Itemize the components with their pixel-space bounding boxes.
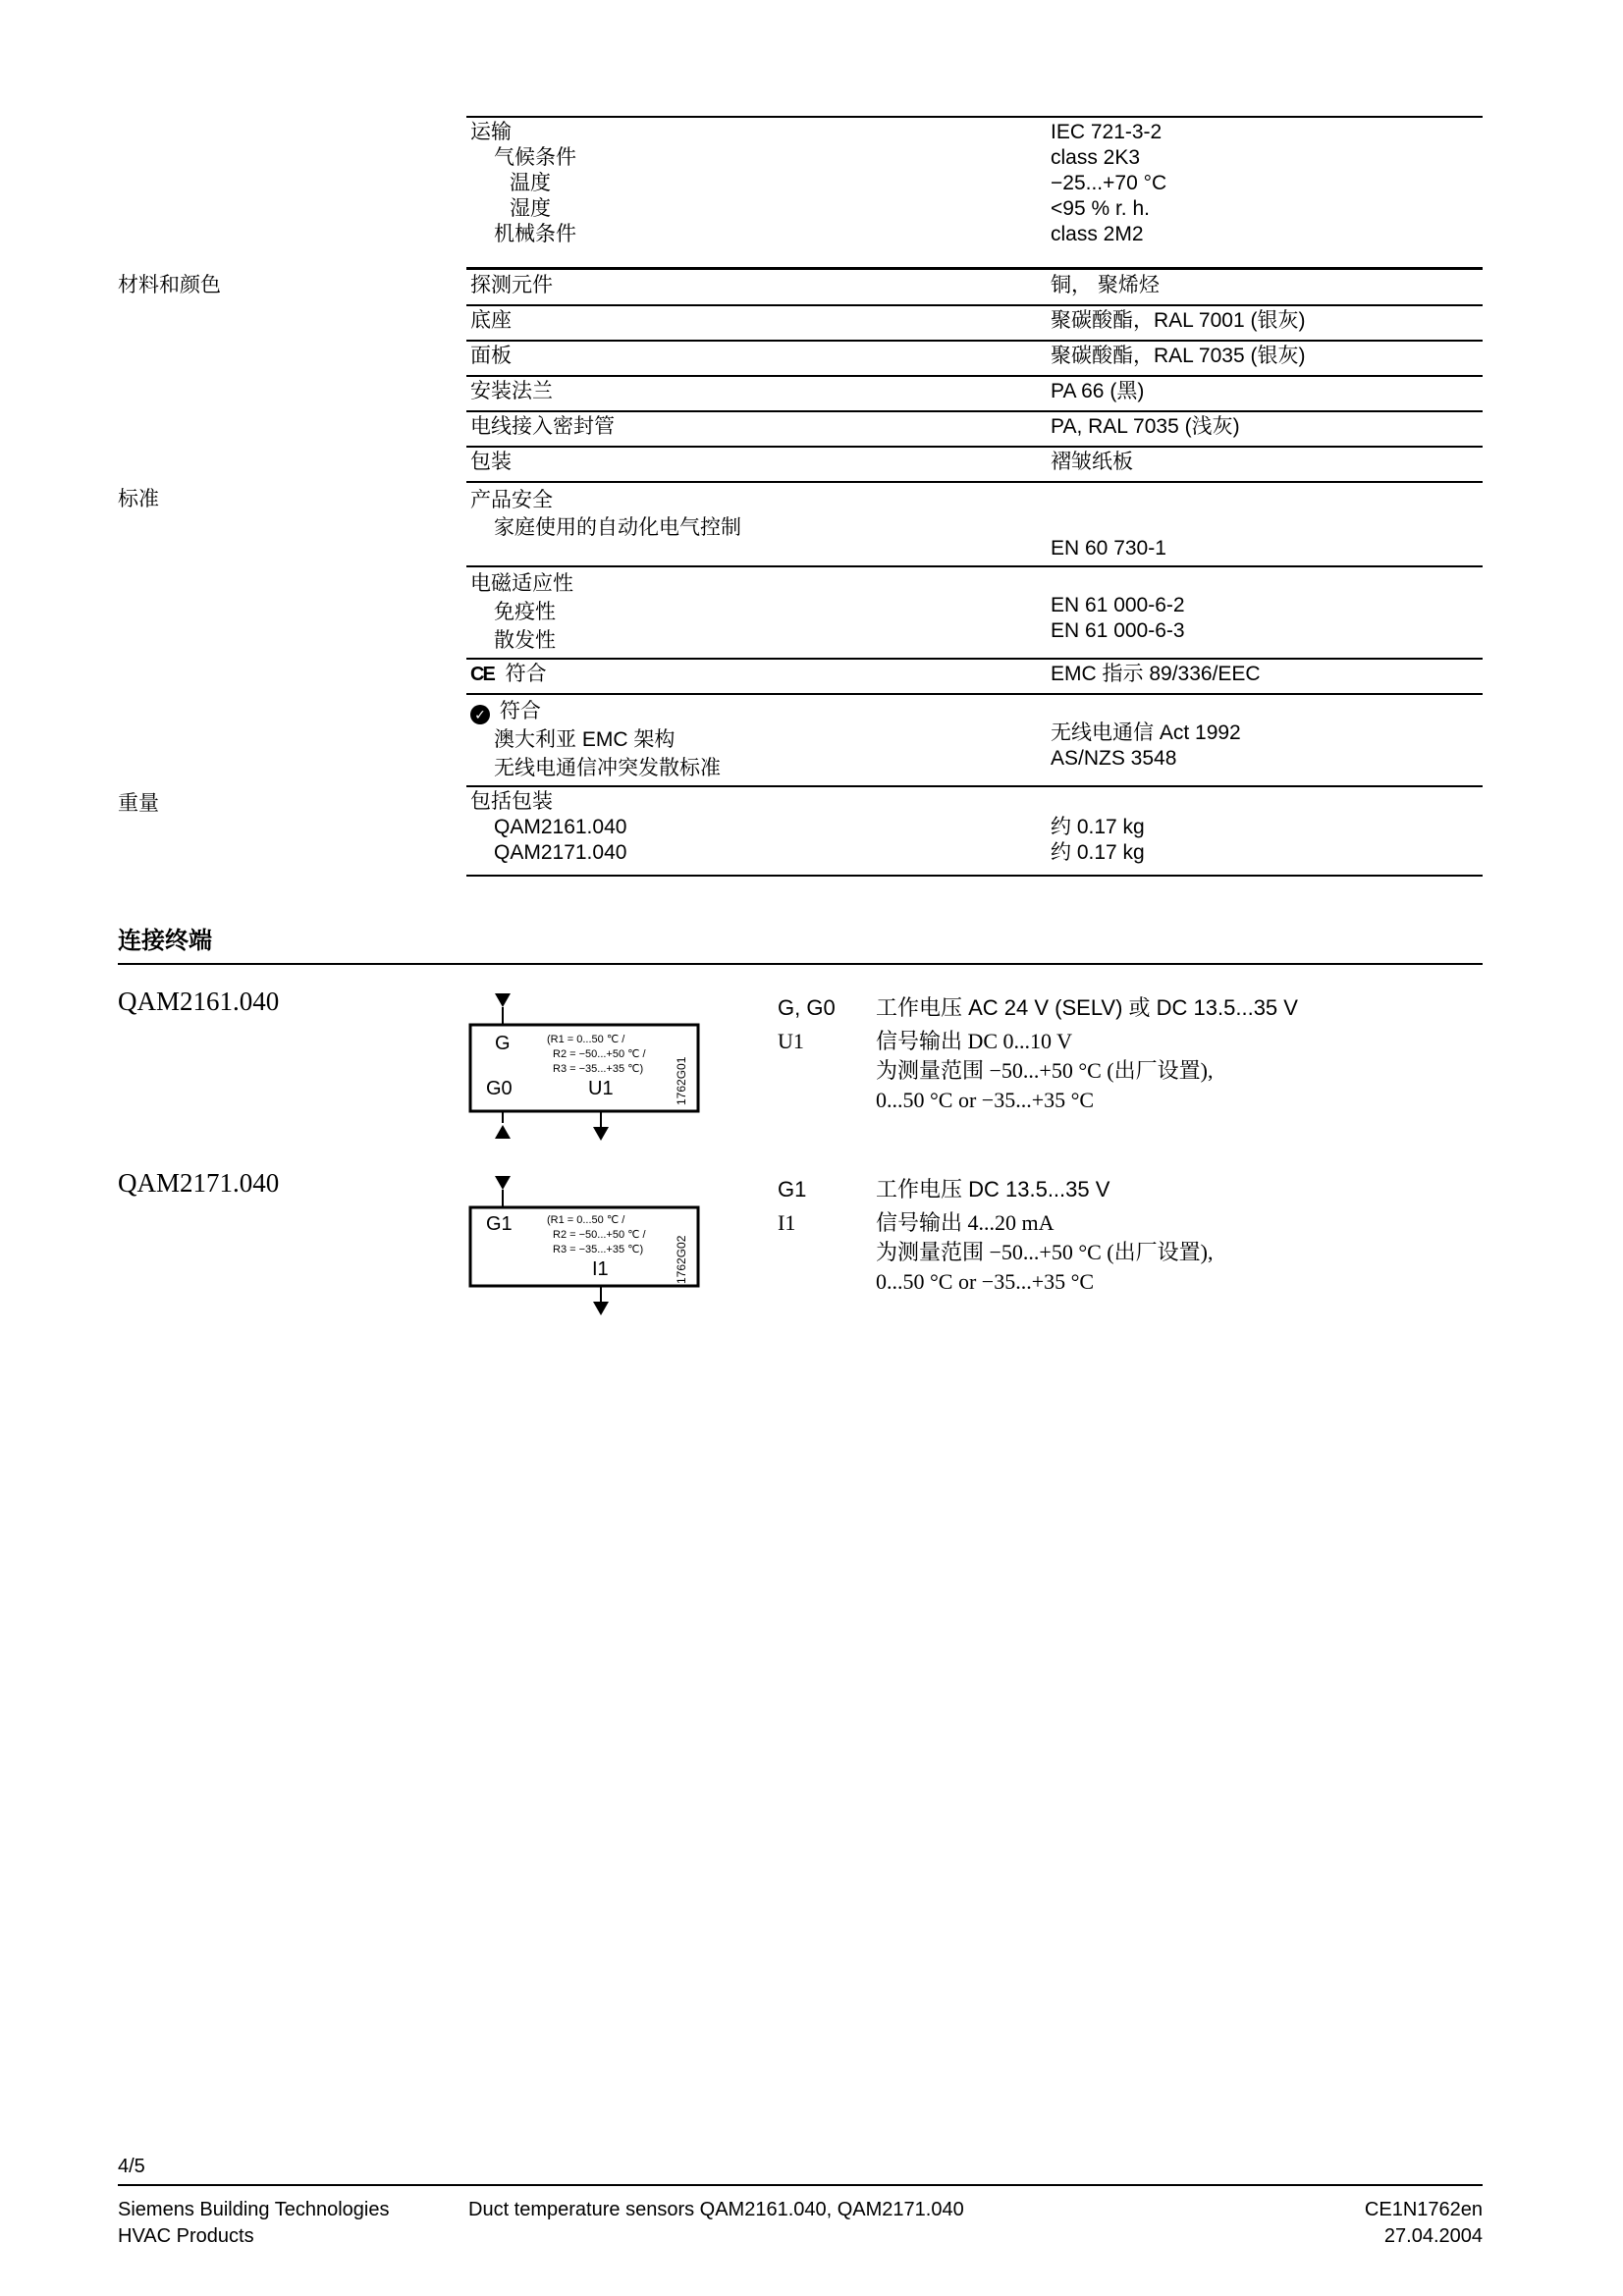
page-number: 4/5 [118, 2156, 145, 2177]
material-row [466, 414, 1483, 444]
row-rule [466, 565, 1483, 567]
range-line: R3 = −35...+35 ℃) [553, 1244, 644, 1255]
humidity-value: <95 % r. h. [1051, 197, 1150, 220]
row-rule [466, 693, 1483, 695]
terminal-name: I1 [778, 1210, 796, 1235]
terminal-name: G, G0 [778, 995, 836, 1020]
ce-mark-icon: CE [470, 664, 494, 685]
table-top-rule [466, 116, 1483, 118]
row-rule [466, 446, 1483, 448]
climate-class: class 2K3 [1051, 146, 1141, 169]
diagram-code: 1762G01 [675, 1056, 688, 1105]
arrow-down-icon [593, 1127, 609, 1141]
temperature-label: 温度 [510, 172, 551, 194]
diagram-code: 1762G02 [675, 1235, 688, 1284]
wiring-diagram [466, 1174, 731, 1331]
arrow-down-icon [495, 1176, 511, 1190]
ctick-row [466, 697, 1483, 787]
range-line: R3 = −35...+35 ℃) [553, 1063, 644, 1075]
desc-line: 工作电压 DC 13.5...35 V [876, 1177, 1110, 1201]
material-item: 探测元件 [470, 274, 553, 296]
ctick-value-1: 无线电通信 Act 1992 [1051, 721, 1241, 744]
section-title: 连接终端 [118, 928, 212, 954]
transport-labels [470, 120, 1040, 247]
range-line: R2 = −50...+50 ℃ / [553, 1048, 646, 1060]
desc-line: 为测量范围 −50...+50 °C (出厂设置), [876, 1240, 1214, 1264]
ce-row [466, 662, 1483, 691]
weight-value: 约 0.17 kg [1051, 841, 1145, 864]
company-line: HVAC Products [118, 2225, 254, 2247]
terminal-desc [876, 1027, 1213, 1115]
terminal-name: G1 [778, 1177, 807, 1201]
emc-emission: 散发性 [494, 629, 556, 652]
terminal-label: G1 [486, 1213, 513, 1235]
terminal-desc [876, 1208, 1213, 1297]
ctick-title-wrap [470, 697, 1040, 725]
humidity-label: 湿度 [510, 197, 551, 220]
mechanical-label: 机械条件 [494, 223, 576, 245]
weight-model: QAM2171.040 [494, 841, 627, 864]
standards-label: 标准 [118, 488, 159, 510]
row-rule [466, 481, 1483, 483]
material-item: 安装法兰 [470, 380, 553, 402]
weight-labels [470, 789, 1040, 866]
material-item: 面板 [470, 345, 512, 367]
product-safety-row [466, 485, 1483, 563]
material-row [466, 450, 1483, 479]
row-rule [466, 658, 1483, 660]
ctick-value-2: AS/NZS 3548 [1051, 747, 1177, 770]
emc-immunity: 免疫性 [494, 601, 556, 623]
terminal-desc [876, 1175, 1109, 1204]
section-rule [466, 267, 1483, 270]
terminal-label: U1 [588, 1078, 614, 1099]
ctick-label: 符合 [499, 700, 541, 722]
emc-title: 电磁适应性 [470, 572, 573, 595]
row-rule [466, 410, 1483, 412]
ctick-labels [470, 697, 1040, 782]
desc-line: 为测量范围 −50...+50 °C (出厂设置), [876, 1058, 1214, 1083]
wiring-diagram [466, 991, 731, 1148]
weight-title: 包括包装 [470, 790, 553, 813]
material-value: 聚碳酸酯，RAL 7001 (银灰) [1051, 309, 1306, 332]
weight-values [1051, 815, 1483, 866]
emc-value-2: EN 61 000-6-3 [1051, 619, 1185, 642]
arrow-up-icon [495, 1125, 511, 1139]
transport-title: 运输 [470, 121, 512, 143]
material-item: 电线接入密封管 [470, 415, 615, 438]
footer-rule [118, 2184, 1483, 2186]
material-row [466, 344, 1483, 373]
arrow-down-icon [495, 993, 511, 1007]
material-row [466, 379, 1483, 408]
material-row [466, 273, 1483, 302]
terminal-desc [876, 993, 1298, 1023]
table-bottom-rule [466, 875, 1483, 877]
footer-company [118, 2197, 389, 2250]
ctick-sub-1: 澳大利亚 EMC 架构 [494, 728, 676, 751]
material-value: 铜， 聚烯烃 [1051, 274, 1160, 296]
material-row [466, 308, 1483, 338]
weight-model: QAM2161.040 [494, 816, 627, 838]
row-rule [466, 375, 1483, 377]
product-safety-title: 产品安全 [470, 489, 553, 511]
weight-row [466, 789, 1483, 874]
desc-line: 信号输出 4...20 mA [876, 1210, 1055, 1235]
ctick-sub-2: 无线电通信冲突发散标准 [494, 757, 721, 779]
ctick-mark-icon: ✓ [470, 705, 490, 724]
emc-labels [470, 569, 1040, 655]
doc-date: 27.04.2004 [1383, 2225, 1483, 2247]
range-line: R2 = −50...+50 ℃ / [553, 1229, 646, 1241]
terminal-label: G [495, 1033, 511, 1054]
ce-label: 符合 [505, 663, 547, 685]
climate-label: 气候条件 [494, 146, 576, 169]
section-rule [118, 963, 1483, 965]
arrow-down-icon [593, 1302, 609, 1315]
ce-value: EMC 指示 89/336/EEC [1051, 663, 1261, 685]
desc-line: 0...50 °C or −35...+35 °C [876, 1088, 1095, 1112]
doc-code: CE1N1762en [1364, 2199, 1483, 2220]
product-safety-labels [470, 487, 1040, 542]
transport-row [466, 120, 1483, 265]
ce-label-wrap [470, 662, 1040, 687]
product-safety-sub: 家庭使用的自动化电气控制 [494, 516, 741, 539]
product-safety-value: EN 60 730-1 [1051, 537, 1166, 560]
row-rule [466, 340, 1483, 342]
material-value: PA, RAL 7035 (浅灰) [1051, 415, 1240, 438]
material-value: 褶皱纸板 [1051, 451, 1133, 473]
desc-line: 信号输出 DC 0...10 V [876, 1029, 1073, 1053]
range-line: (R1 = 0...50 ℃ / [547, 1214, 625, 1226]
footer-doc-info [1365, 2197, 1483, 2250]
device-model: QAM2171.040 [118, 1168, 280, 1198]
row-rule [466, 785, 1483, 787]
material-item: 包装 [470, 451, 512, 473]
transport-values [1051, 120, 1483, 247]
range-line: (R1 = 0...50 ℃ / [547, 1034, 625, 1045]
weight-label: 重量 [118, 792, 159, 815]
terminal-label: I1 [592, 1258, 609, 1280]
weight-value: 约 0.17 kg [1051, 816, 1145, 838]
emc-values [1051, 593, 1483, 644]
desc-line: 0...50 °C or −35...+35 °C [876, 1269, 1095, 1294]
temperature-range: −25...+70 °C [1051, 172, 1167, 194]
emc-value-1: EN 61 000-6-2 [1051, 594, 1185, 616]
device-model: QAM2161.040 [118, 987, 280, 1016]
materials-label: 材料和颜色 [118, 274, 221, 296]
footer-doc-title: Duct temperature sensors QAM2161.040, QAM2171.040 [468, 2199, 964, 2220]
terminal-label: G0 [486, 1078, 513, 1099]
material-value: PA 66 (黑) [1051, 380, 1145, 402]
company-line: Siemens Building Technologies [118, 2199, 390, 2220]
emc-row [466, 569, 1483, 656]
range-note [547, 1213, 646, 1257]
desc-line: 工作电压 AC 24 V (SELV) 或 DC 13.5...35 V [876, 995, 1298, 1020]
mechanical-class: class 2M2 [1051, 223, 1144, 245]
material-item: 底座 [470, 309, 512, 332]
transport-standard: IEC 721-3-2 [1051, 121, 1163, 143]
range-note [547, 1033, 646, 1077]
terminal-name: U1 [778, 1029, 804, 1053]
ctick-values [1051, 721, 1483, 772]
row-rule [466, 304, 1483, 306]
material-value: 聚碳酸酯，RAL 7035 (银灰) [1051, 345, 1306, 367]
